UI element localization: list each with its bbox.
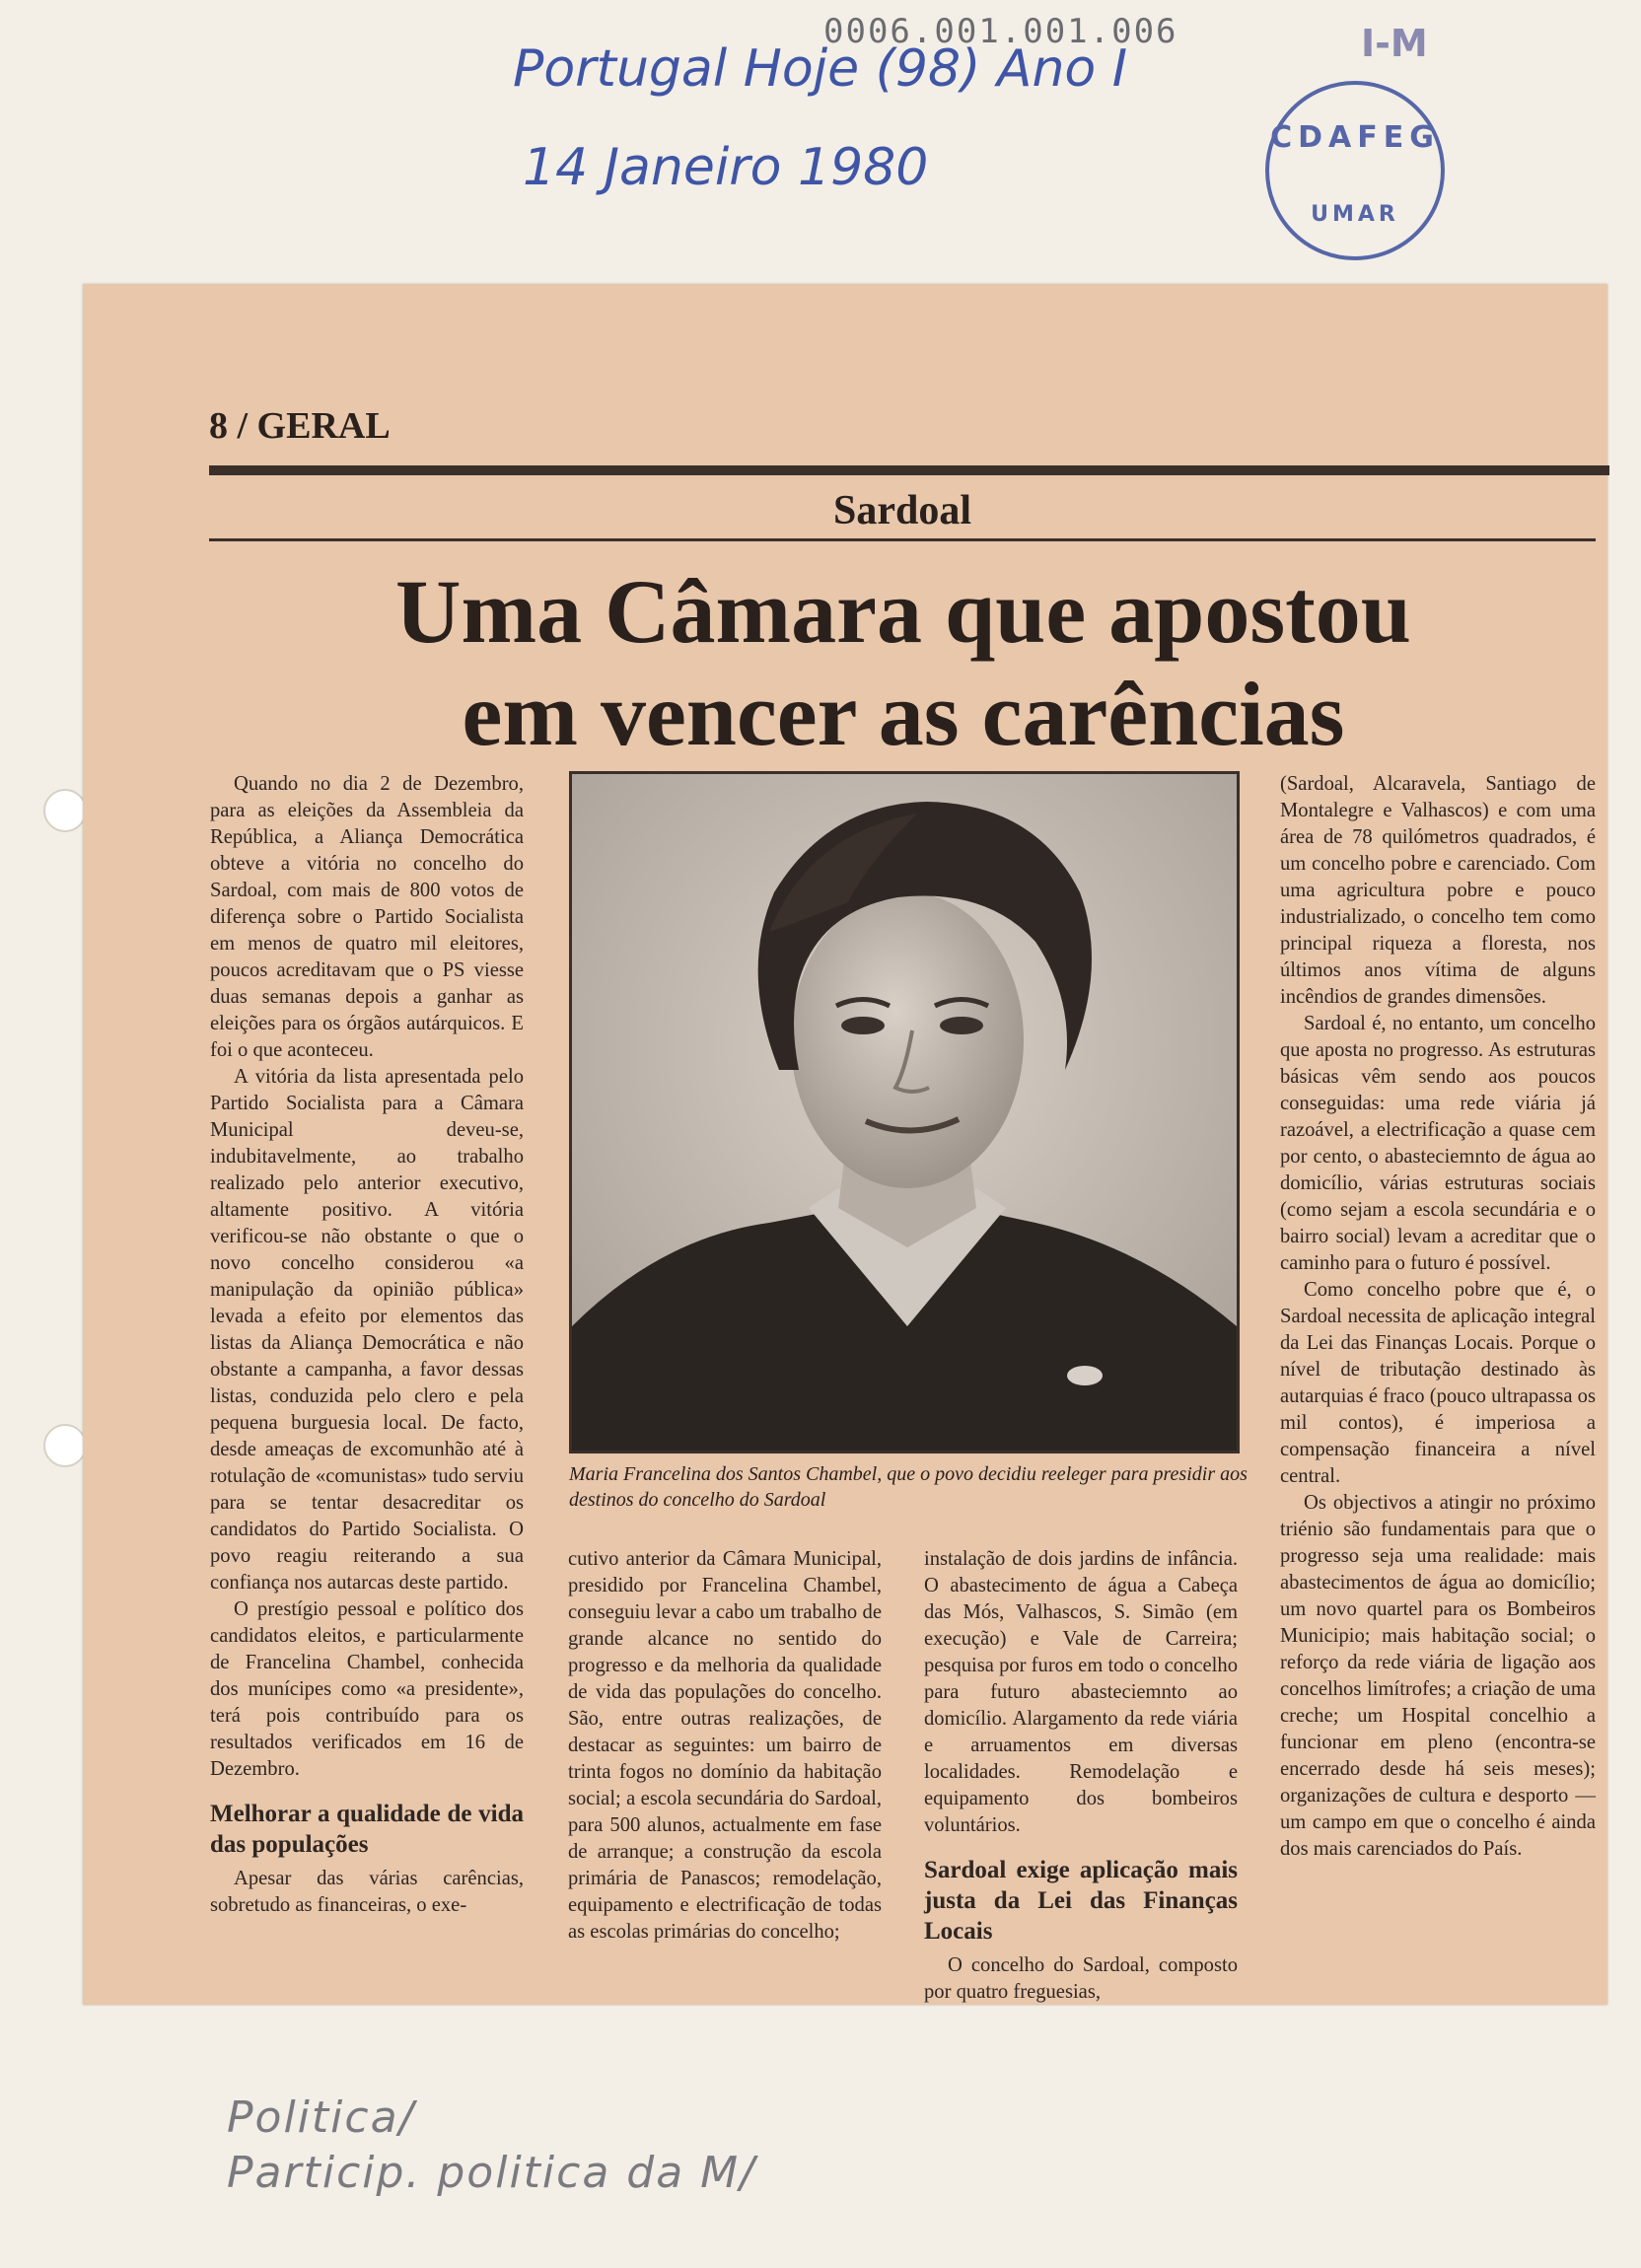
paragraph: Sardoal é, no entanto, um concelho que aposta no progresso. As estruturas básicas vêm sendo aos poucos conseguidas: uma rede viária já razoável, a electrificação a quase cem por cento, o abasteciemnto de água ao domicílio, várias estruturas sociais (como sejam a escola secundária e o bairro social) levam a acreditar que o caminho para o futuro é possível. (1280, 1013, 1596, 1274)
article-column-1 (210, 771, 524, 1919)
subheading: Sardoal exige aplicação mais justa da Lei das Finanças Locais (924, 1857, 1238, 1945)
paragraph: Quando no dia 2 de Dezembro, para as eleições da Assembleia da República, a Aliança Democrática obteve a vitória no concelho do Sardoal, com mais de 800 votos de diferença sobre o Partido Socialista em menos de quatro mil eleitores, poucos acreditavam que o PS viesse duas semanas depois a ganhar as eleições para os órgãos autárquicos. E foi o que aconteceu. (210, 773, 524, 1061)
paragraph: A vitória da lista apresentada pelo Partido Socialista para a Câmara Municipal deveu-se, indubitavelmente, ao trabalho realizado pelo anterior executivo, altamente positivo. A vitória verificou-se não obstante o que o novo concelho considerou «a manipulação da opinião pública» levada a efeito por elementos das listas da Aliança Democrática e não obstante a campanha, a favor dessas listas, conduzida pelo clero e pela pequena burguesia local. De facto, desde ameaças de excomunhão até à rotulação de «comunistas» tudo serviu para se tentar desacreditar os candidatos do Partido Socialista. O povo reagiu reiterando a sua confiança nos autarcas deste partido. (210, 1066, 524, 1594)
punch-hole (43, 1424, 87, 1467)
article-headline (213, 560, 1594, 765)
portrait-illustration (572, 774, 1237, 1451)
punch-hole (43, 789, 87, 832)
paragraph: instalação de dois jardins de infância. O abastecimento de água a Cabeça das Mós, Valhascos, S. Simão (em execução) e Vale de Carreira; pesquisa por furos em todo o concelho para futuro abasteciemnto ao domicílio. Alargamento da rede viária e arruamentos em diversas localidades. Remodelação e equipamento dos bombeiros voluntários. (924, 1548, 1238, 1836)
paragraph: O concelho do Sardoal, composto por quatro freguesias, (924, 1954, 1238, 2003)
paragraph: Os objectivos a atingir no próximo triénio são fundamentais para que o progresso seja uma realidade: mais abastecimentos de água ao domicílio; um novo quartel para os Bombeiros Municipio; mais habitação social; o reforço da rede viária de ligação aos concelhos limítrofes; a criação de uma creche; um Hospital concelhio a funcionar em pleno (encontra-se encerrado desde há seis meses); organizações de cultura e desporto — um campo em que o concelho é ainda dos mais carenciados do País. (1280, 1492, 1596, 1860)
article-column-4 (1280, 771, 1596, 1863)
handwritten-note-line-1: Politica/ (227, 2092, 416, 2143)
stamp-bottom-text: UMAR (1311, 202, 1399, 227)
paragraph: Como concelho pobre que é, o Sardoal necessita de aplicação integral da Lei das Finanças Locais. Porque o nível de tributação destinado às autarquias é fraco (pouco ultrapassa os mil contos), é imperiosa a compensação financeira a nível central. (1280, 1279, 1596, 1487)
paragraph: (Sardoal, Alcaravela, Santiago de Montalegre e Valhascos) e com uma área de 78 quilómetros quadrados, é um concelho pobre e carenciado. Com uma agricultura pobre e pouco industrializado, o concelho tem como principal riqueza a floresta, nos últimos anos vítima de alguns incêndios de grandes dimensões. (1280, 773, 1596, 1008)
paragraph: Apesar das várias carências, sobretudo as financeiras, o exe- (210, 1868, 524, 1916)
paragraph: cutivo anterior da Câmara Municipal, presidido por Francelina Chambel, conseguiu levar a cabo um trabalho de grande alcance no sentido do progresso e da melhoria da qualidade de vida das populações do concelho. São, entre outras realizações, de destacar as seguintes: um bairro de trinta fogos no domínio da habitação social; a escola secundária do Sardoal, para 500 alunos, actualmente em fase de arranque; a construção da escola primária de Panascos; remodelação, equipamento e electrificação de todas as escolas primárias do concelho; (568, 1548, 882, 1943)
paragraph: O prestígio pessoal e político dos candidatos eleitos, e particularmente de Francelina Chambel, conhecida dos munícipes como «a presidente», terá pois contribuído para os resultados verificados em 16 de Dezembro. (210, 1598, 524, 1780)
kicker-rule (209, 538, 1596, 541)
section-rule (209, 465, 1609, 475)
handwritten-date: 14 Janeiro 1980 (523, 138, 929, 197)
handwritten-note-line-2: Particip. politica da M/ (227, 2148, 756, 2198)
stamp-top-text: CDAFEG (1270, 120, 1440, 155)
article-column-2 (568, 1546, 882, 1946)
section-label: 8 / GERAL (209, 405, 391, 447)
photo-caption: Maria Francelina dos Santos Chambel, que o povo decidiu reeleger para presidir aos destinos do concelho do Sardoal (569, 1463, 1248, 1511)
subheading: Melhorar a qualidade de vida das populações (210, 1801, 524, 1858)
headline-line-2: em vencer as carências (462, 664, 1345, 764)
article-column-3 (924, 1546, 1238, 2006)
archive-code: 0006.001.001.006 (823, 12, 1178, 51)
archive-stamp (1265, 81, 1445, 260)
handwritten-source: Portugal Hoje (98) Ano I (513, 39, 1128, 99)
article-kicker: Sardoal (832, 488, 972, 533)
portrait-photo (569, 771, 1240, 1453)
headline-line-1: Uma Câmara que apostou (395, 561, 1411, 662)
corner-mark: I-M (1361, 22, 1428, 65)
